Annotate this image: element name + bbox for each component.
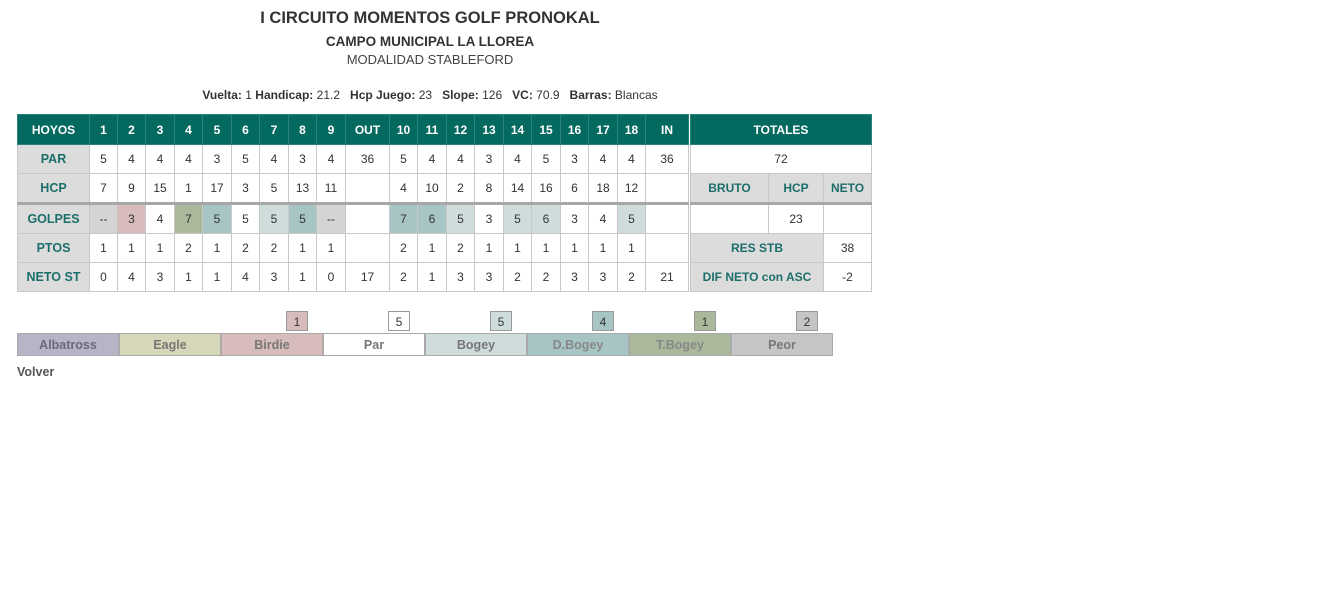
ptos-hole-8: 1	[289, 234, 317, 263]
golpes-row	[18, 204, 872, 234]
legend-tbogey: T.Bogey	[629, 333, 731, 356]
hole-4-header: 4	[175, 115, 203, 145]
count-tbogey: 1	[694, 311, 716, 331]
legend-bogey: Bogey	[425, 333, 527, 356]
legend-dbogey: D.Bogey	[527, 333, 629, 356]
golpes-out	[346, 204, 390, 234]
ptos-hole-3: 1	[146, 234, 175, 263]
ptos-hole-6: 2	[232, 234, 260, 263]
golpes-hole-6: 5	[232, 204, 260, 234]
neto-hole-12: 3	[447, 263, 475, 292]
neto-label: NETO ST	[18, 263, 90, 292]
neto-hole-8: 1	[289, 263, 317, 292]
golpes-hole-16: 3	[561, 204, 589, 234]
out-header: OUT	[346, 115, 390, 145]
ptos-hole-4: 2	[175, 234, 203, 263]
hcp-hole-16: 6	[561, 174, 589, 204]
hcp-hole-14: 14	[504, 174, 532, 204]
hcp-hole-11: 10	[418, 174, 447, 204]
vuelta-label: Vuelta:	[202, 88, 242, 102]
neto-hole-9: 0	[317, 263, 346, 292]
par-hole-13: 3	[475, 145, 504, 174]
hcp-hole-18: 12	[618, 174, 646, 204]
golpes-hole-8: 5	[289, 204, 317, 234]
hole-6-header: 6	[232, 115, 260, 145]
golpes-hole-3: 4	[146, 204, 175, 234]
bruto-value	[691, 204, 769, 234]
golpes-hole-15: 6	[532, 204, 561, 234]
ptos-hole-12: 2	[447, 234, 475, 263]
par-hole-18: 4	[618, 145, 646, 174]
hcp-juego-label: Hcp Juego:	[350, 88, 416, 102]
ptos-hole-11: 1	[418, 234, 447, 263]
golpes-hole-2: 3	[118, 204, 146, 234]
par-hole-3: 4	[146, 145, 175, 174]
neto-hole-16: 3	[561, 263, 589, 292]
golpes-label: GOLPES	[18, 204, 90, 234]
ptos-hole-13: 1	[475, 234, 504, 263]
vuelta-value: 1	[245, 88, 252, 102]
hcp-hole-8: 13	[289, 174, 317, 204]
volver-link[interactable]: Volver	[17, 365, 55, 379]
course-name: CAMPO MUNICIPAL LA LLOREA	[325, 34, 535, 49]
hcp-hole-10: 4	[390, 174, 418, 204]
neto-hole-7: 3	[260, 263, 289, 292]
ptos-hole-16: 1	[561, 234, 589, 263]
neto-hole-14: 2	[504, 263, 532, 292]
count-dbogey: 4	[592, 311, 614, 331]
neto-st-row	[18, 263, 872, 292]
ptos-hole-5: 1	[203, 234, 232, 263]
hcp-hole-7: 5	[260, 174, 289, 204]
ptos-out	[346, 234, 390, 263]
round-info	[0, 88, 860, 102]
par-hole-1: 5	[90, 145, 118, 174]
dif-neto-value: -2	[824, 263, 872, 292]
golpes-hole-12: 5	[447, 204, 475, 234]
legend-par: Par	[323, 333, 425, 356]
legend-peor: Peor	[731, 333, 833, 356]
par-hole-11: 4	[418, 145, 447, 174]
res-stb-label: RES STB	[691, 234, 824, 263]
barras-label: Barras:	[569, 88, 612, 102]
ptos-hole-2: 1	[118, 234, 146, 263]
hcp-hole-12: 2	[447, 174, 475, 204]
hole-10-header: 10	[390, 115, 418, 145]
par-hole-9: 4	[317, 145, 346, 174]
barras-value: Blancas	[614, 88, 658, 102]
res-stb-value: 38	[824, 234, 872, 263]
golpes-hole-9: --	[317, 204, 346, 234]
hoyos-header: HOYOS	[18, 115, 90, 145]
ptos-hole-1: 1	[90, 234, 118, 263]
par-hole-5: 3	[203, 145, 232, 174]
par-in: 36	[646, 145, 689, 174]
hole-11-header: 11	[418, 115, 447, 145]
hcp-value: 23	[769, 204, 824, 234]
hole-12-header: 12	[447, 115, 475, 145]
hcp-juego-value: 23	[418, 88, 433, 102]
vc-value: 70.9	[536, 88, 560, 102]
neto-out: 17	[346, 263, 390, 292]
par-label: PAR	[18, 145, 90, 174]
par-hole-2: 4	[118, 145, 146, 174]
par-hole-14: 4	[504, 145, 532, 174]
scorecard-table	[17, 114, 872, 292]
ptos-hole-7: 2	[260, 234, 289, 263]
par-hole-7: 4	[260, 145, 289, 174]
golpes-hole-18: 5	[618, 204, 646, 234]
count-bogey: 5	[490, 311, 512, 331]
ptos-label: PTOS	[18, 234, 90, 263]
par-total: 72	[691, 145, 872, 174]
par-hole-16: 3	[561, 145, 589, 174]
par-hole-6: 5	[232, 145, 260, 174]
par-hole-8: 3	[289, 145, 317, 174]
neto-hole-15: 2	[532, 263, 561, 292]
neto-in: 21	[646, 263, 689, 292]
ptos-hole-17: 1	[589, 234, 618, 263]
hcp-row	[18, 174, 872, 204]
neto-value	[824, 204, 872, 234]
hcp-hole-4: 1	[175, 174, 203, 204]
hcp-hole-1: 7	[90, 174, 118, 204]
bruto-header: BRUTO	[691, 174, 769, 204]
slope-label: Slope:	[442, 88, 479, 102]
ptos-hole-9: 1	[317, 234, 346, 263]
par-out: 36	[346, 145, 390, 174]
neto-hole-6: 4	[232, 263, 260, 292]
hole-9-header: 9	[317, 115, 346, 145]
hcp-hole-5: 17	[203, 174, 232, 204]
dif-neto-label: DIF NETO con ASC	[691, 263, 824, 292]
hcp-hole-13: 8	[475, 174, 504, 204]
hcp-in	[646, 174, 689, 204]
par-hole-17: 4	[589, 145, 618, 174]
par-hole-15: 5	[532, 145, 561, 174]
legend-birdie: Birdie	[221, 333, 323, 356]
ptos-hole-14: 1	[504, 234, 532, 263]
ptos-hole-15: 1	[532, 234, 561, 263]
golpes-hole-11: 6	[418, 204, 447, 234]
hole-3-header: 3	[146, 115, 175, 145]
count-peor: 2	[796, 311, 818, 331]
golpes-in	[646, 204, 689, 234]
golpes-hole-1: --	[90, 204, 118, 234]
par-hole-10: 5	[390, 145, 418, 174]
count-par: 5	[388, 311, 410, 331]
ptos-row	[18, 234, 872, 263]
golpes-hole-14: 5	[504, 204, 532, 234]
neto-hole-5: 1	[203, 263, 232, 292]
hole-8-header: 8	[289, 115, 317, 145]
neto-hole-2: 4	[118, 263, 146, 292]
neto-hole-11: 1	[418, 263, 447, 292]
neto-hole-10: 2	[390, 263, 418, 292]
game-mode: MODALIDAD STABLEFORD	[346, 52, 514, 67]
neto-hole-1: 0	[90, 263, 118, 292]
neto-hole-13: 3	[475, 263, 504, 292]
hcp-label: HCP	[18, 174, 90, 204]
neto-hole-17: 3	[589, 263, 618, 292]
par-hole-12: 4	[447, 145, 475, 174]
totales-header: TOTALES	[691, 115, 872, 145]
hole-7-header: 7	[260, 115, 289, 145]
hole-5-header: 5	[203, 115, 232, 145]
hole-2-header: 2	[118, 115, 146, 145]
handicap-value: 21.2	[316, 88, 341, 102]
handicap-label: Handicap:	[255, 88, 314, 102]
slope-value: 126	[482, 88, 503, 102]
golpes-hole-10: 7	[390, 204, 418, 234]
golpes-hole-5: 5	[203, 204, 232, 234]
hcp-header: HCP	[769, 174, 824, 204]
hcp-out	[346, 174, 390, 204]
golpes-hole-7: 5	[260, 204, 289, 234]
hcp-hole-17: 18	[589, 174, 618, 204]
legend-albatross: Albatross	[17, 333, 119, 356]
golpes-hole-4: 7	[175, 204, 203, 234]
neto-hole-3: 3	[146, 263, 175, 292]
hole-14-header: 14	[504, 115, 532, 145]
neto-hole-4: 1	[175, 263, 203, 292]
in-header: IN	[646, 115, 689, 145]
neto-hole-18: 2	[618, 263, 646, 292]
legend-eagle: Eagle	[119, 333, 221, 356]
header-row	[18, 115, 872, 145]
ptos-hole-10: 2	[390, 234, 418, 263]
hcp-hole-2: 9	[118, 174, 146, 204]
ptos-in	[646, 234, 689, 263]
par-row	[18, 145, 872, 174]
hcp-hole-15: 16	[532, 174, 561, 204]
hole-18-header: 18	[618, 115, 646, 145]
page-title: I CIRCUITO MOMENTOS GOLF PRONOKAL	[260, 9, 600, 27]
par-hole-4: 4	[175, 145, 203, 174]
score-legend	[17, 333, 833, 356]
ptos-hole-18: 1	[618, 234, 646, 263]
golpes-hole-17: 4	[589, 204, 618, 234]
hole-1-header: 1	[90, 115, 118, 145]
hole-15-header: 15	[532, 115, 561, 145]
hcp-hole-6: 3	[232, 174, 260, 204]
count-birdie: 1	[286, 311, 308, 331]
golpes-hole-13: 3	[475, 204, 504, 234]
neto-header: NETO	[824, 174, 872, 204]
hole-17-header: 17	[589, 115, 618, 145]
hole-16-header: 16	[561, 115, 589, 145]
hole-13-header: 13	[475, 115, 504, 145]
hcp-hole-9: 11	[317, 174, 346, 204]
hcp-hole-3: 15	[146, 174, 175, 204]
vc-label: VC:	[512, 88, 533, 102]
